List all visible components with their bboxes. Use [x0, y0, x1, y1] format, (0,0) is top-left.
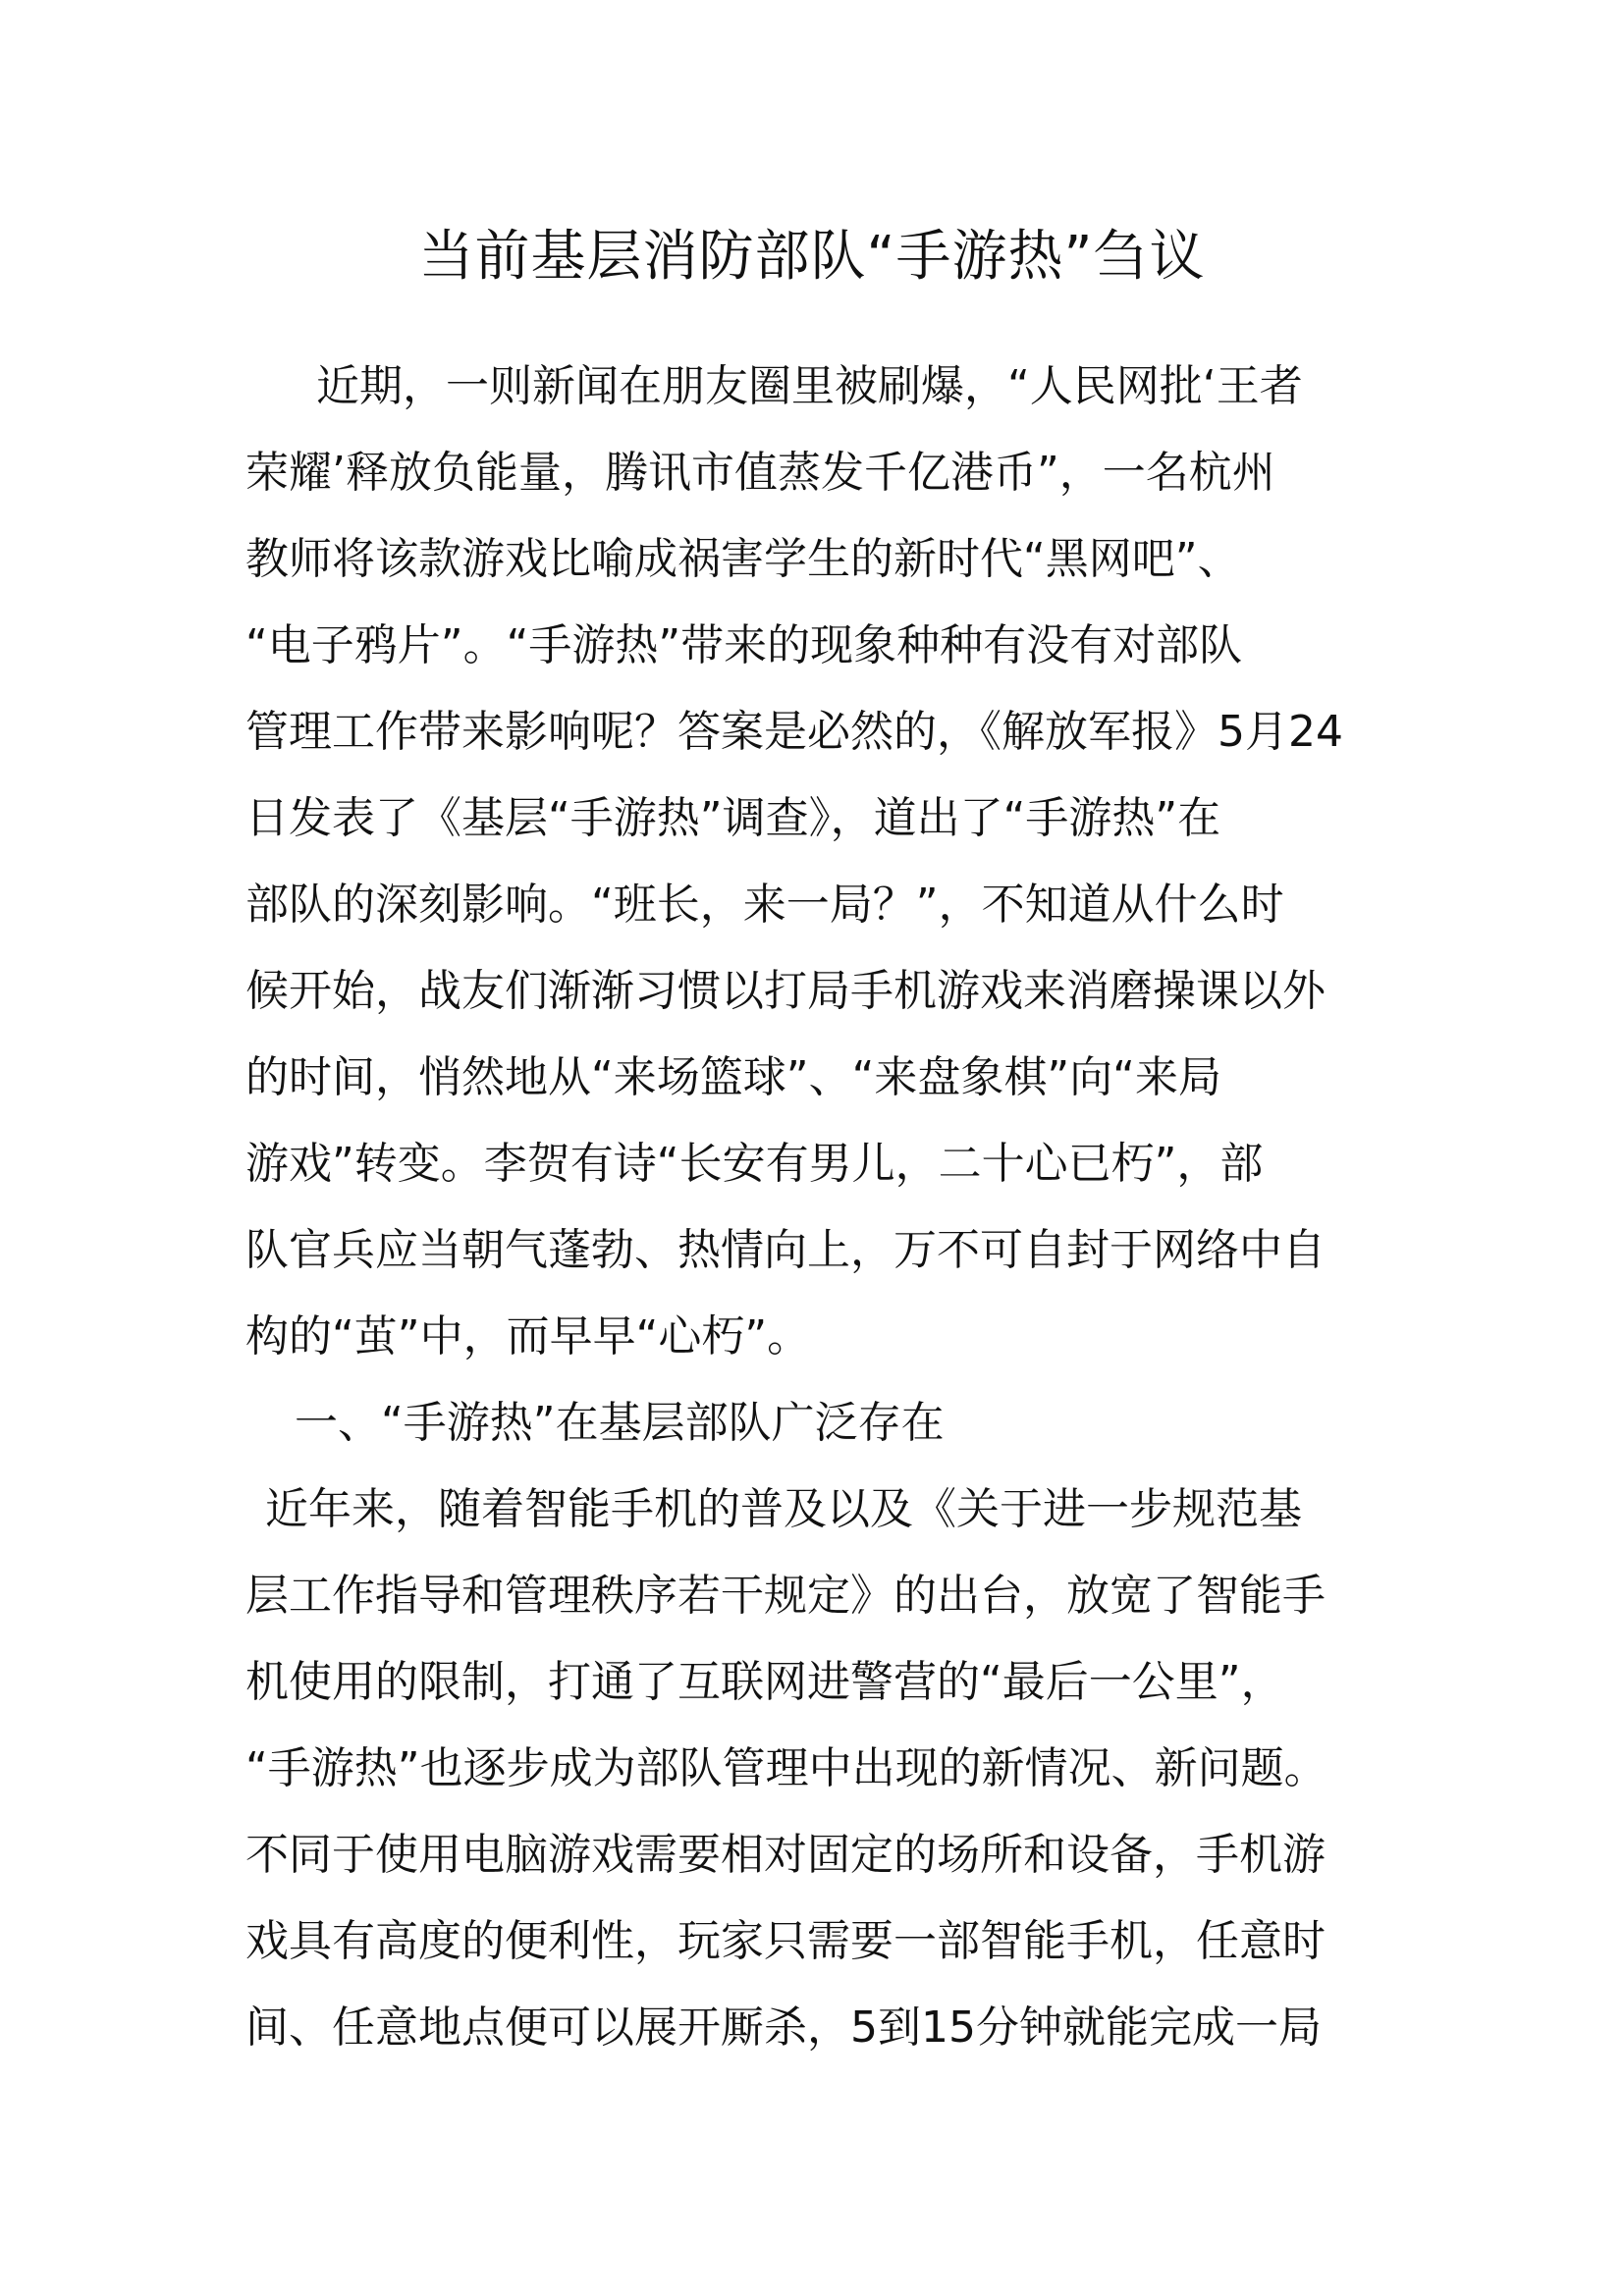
section-heading: 一、“手游热”在基层部队广泛存在 — [295, 1398, 945, 1448]
paragraph-line: 教师将该款游戏比喻成祸害学生的新时代“黑网吧”、 — [245, 534, 1241, 584]
paragraph-line: 构的“茧”中，而早早“心朽”。 — [245, 1311, 811, 1362]
paragraph-line: 层工作指导和管理秩序若干规定》的出台，放宽了智能手 — [245, 1571, 1326, 1621]
paragraph-line: 部队的深刻影响。“班长，来一局？”，不知道从什么时 — [245, 880, 1284, 930]
paragraph-line: 机使用的限制，打通了互联网进警营的“最后一公里”， — [245, 1657, 1284, 1707]
paragraph-line: 荣耀’释放负能量，腾讯市值蒸发千亿港币”，一名杭州 — [245, 448, 1275, 498]
paragraph-line: 候开始，战友们渐渐习惯以打局手机游戏来消磨操课以外 — [245, 966, 1326, 1016]
paragraph-line: 管理工作带来影响呢？答案是必然的，《解放军报》5月24 — [245, 707, 1343, 757]
paragraph-line: 的时间，悄然地从“来场篮球”、“来盘象棋”向“来局 — [245, 1052, 1221, 1102]
paragraph-line: 队官兵应当朝气蓬勃、热情向上，万不可自封于网络中自 — [245, 1225, 1326, 1275]
paragraph-line: 游戏”转变。李贺有诗“长安有男儿，二十心已朽”，部 — [245, 1139, 1264, 1189]
paragraph-line: “手游热”也逐步成为部队管理中出现的新情况、新问题。 — [245, 1743, 1327, 1793]
paragraph-line: 近年来，随着智能手机的普及以及《关于进一步规范基 — [265, 1484, 1302, 1534]
paragraph-line: 近期，一则新闻在朋友圈里被刷爆，“人民网批‘王者 — [316, 361, 1303, 411]
paragraph-line: 戏具有高度的便利性，玩家只需要一部智能手机，任意时 — [245, 1916, 1326, 1966]
paragraph-line: “电子鸦片”。“手游热”带来的现象种种有没有对部队 — [245, 620, 1243, 670]
paragraph-line: 不同于使用电脑游戏需要相对固定的场所和设备，手机游 — [245, 1830, 1326, 1880]
document-title: 当前基层消防部队“手游热”刍议 — [418, 225, 1206, 289]
paragraph-line: 日发表了《基层“手游热”调查》，道出了“手游热”在 — [245, 793, 1221, 843]
paragraph-line: 间、任意地点便可以展开厮杀，5到15分钟就能完成一局 — [245, 2002, 1322, 2053]
